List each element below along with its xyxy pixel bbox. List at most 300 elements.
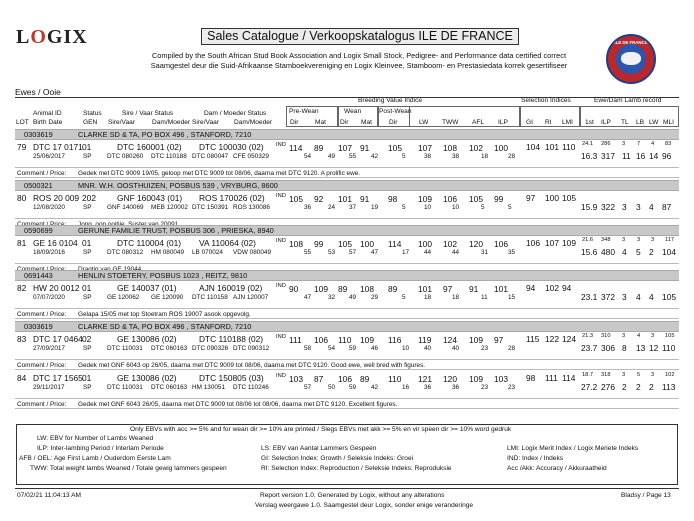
cell-dam-d: CFE 050329 — [233, 153, 269, 160]
cell-e2: 318 — [601, 372, 611, 378]
badge-text: ILE DE FRANCE — [614, 40, 648, 45]
cell-pw-dir: 90 — [289, 284, 299, 294]
cell-lot: 81 — [17, 238, 27, 248]
cell-lw: 100 — [418, 239, 432, 249]
legend-lmi: LMI: Logix Merit Index / Logix Meriete Indeks — [507, 445, 639, 452]
cell-w-mat: 108 — [360, 284, 374, 294]
cell-w-mat: 100 — [360, 239, 374, 249]
owner-number: 0691443 — [24, 271, 53, 280]
cell-sire-s: DTC 110031 — [107, 384, 143, 391]
legend-box — [16, 424, 678, 485]
cell-lmi: 105 — [562, 193, 576, 203]
col-prewean-dir: Dir — [290, 119, 299, 126]
cell-sire-d: GE 120090 — [151, 294, 184, 301]
cell-f3: 3 — [622, 292, 627, 302]
cell-dam: DTC 150805 (03) — [199, 373, 264, 383]
cell-f1: 15.6 — [581, 247, 598, 257]
cell-tww: 97 — [443, 284, 453, 294]
cell-tww-a: 10 — [452, 204, 460, 211]
cell-status: 202 — [82, 193, 96, 203]
cell-lw-a: 10 — [424, 204, 432, 211]
subtitle-afrikaans: Saamgestel deur die Suid-Afrikaanse Stamboekvereniging en Logix Kleinvee, Stamboom- en Prestasiedata korrek gesertifiseer — [150, 61, 568, 70]
cell-e1: 21.6 — [582, 237, 594, 243]
cell-e6: 117 — [665, 237, 675, 243]
owner-band — [15, 129, 679, 140]
cell-pw-dir-a: 54 — [304, 153, 312, 160]
cell-pw-mat-a: 24 — [328, 204, 336, 211]
cell-pw-dir-a: 55 — [304, 249, 312, 256]
cell-e3: 3 — [622, 372, 626, 378]
cell-f5: 12 — [649, 343, 659, 353]
cell-e1: 18.7 — [582, 372, 594, 378]
cell-id: DTC 17 0171 — [33, 142, 83, 152]
cell-tww: 124 — [443, 335, 457, 345]
ind-marker: IND — [276, 193, 286, 199]
cell-afl-a: 11 — [481, 294, 488, 301]
cell-f3: 4 — [622, 247, 627, 257]
cell-f1: 23.7 — [581, 343, 598, 353]
cell-dam-s: LB 070024 — [192, 249, 223, 256]
cell-f1: 27.2 — [581, 382, 598, 392]
cell-pw-mat: 99 — [314, 239, 324, 249]
cell-e5: 3 — [651, 333, 655, 339]
section-label: Ewes / Ooie — [15, 87, 61, 97]
cell-lmi: 94 — [562, 283, 572, 293]
cell-ilp: 103 — [494, 374, 508, 384]
cell-dam-s: DTC 110158 — [192, 294, 228, 301]
cell-post-a: 17 — [402, 249, 410, 256]
comment-label: Comment / Price: — [17, 170, 67, 177]
cell-post-a: 5 — [402, 153, 406, 160]
cell-w-dir-a: 59 — [349, 384, 357, 391]
cell-gi: 94 — [526, 283, 536, 293]
cell-e1: 24.1 — [582, 141, 594, 147]
cell-e4: 7 — [637, 141, 641, 147]
cell-dam-s: DTC 090326 — [192, 345, 229, 352]
cell-ri: 100 — [545, 193, 559, 203]
comment-label: Comment / Price: — [17, 401, 67, 408]
cell-w-dir: 110 — [338, 335, 352, 345]
cell-sire-d: MEB 120002 — [151, 204, 188, 211]
cell-f1: 15.9 — [581, 202, 598, 212]
cell-w-dir: 106 — [338, 374, 352, 384]
cell-dam: AJN 160019 (02) — [199, 283, 263, 293]
bvi-group-header: Breeding Value Indice — [358, 97, 423, 104]
cell-e1: 21.3 — [582, 333, 594, 339]
col-gi: GI — [526, 119, 533, 126]
cell-gen: SP — [83, 153, 92, 160]
col-ilp: ILP — [498, 119, 508, 126]
cell-pw-mat: 87 — [314, 374, 324, 384]
legend-acc: Acc /Akk: Accuracy / Akkuraatheid — [507, 465, 607, 472]
col-animal-id: Animal ID — [33, 110, 62, 117]
cell-pw-dir: 103 — [289, 374, 303, 384]
legend-gi: GI: Selection Index: Growth / Seleksie Indeks: Groei — [261, 455, 414, 462]
cell-id: ROS 20 009 — [33, 193, 80, 203]
cell-id: DTC 17 0464 — [33, 334, 83, 344]
cell-w-mat-a: 29 — [371, 294, 379, 301]
cell-sire: DTC 160001 (02) — [117, 142, 182, 152]
cell-pw-dir: 114 — [289, 143, 303, 153]
cell-e4: 4 — [637, 333, 641, 339]
cell-f5: 4 — [649, 292, 654, 302]
comment-text: Gedek met GNF 6043 26/05, daarna met DTC 9009 tot 08/06 tot 08/06, daarna met DTC 9120. Excellent figures. — [78, 401, 398, 408]
cell-f3: 11 — [622, 151, 631, 161]
col-wean: Wean — [344, 108, 362, 115]
cell-lw-a: 44 — [424, 249, 432, 256]
cell-f2: 322 — [601, 202, 615, 212]
cell-sire-d: DTC 060163 — [151, 384, 188, 391]
cell-afl: 105 — [469, 194, 483, 204]
cell-f2: 317 — [601, 151, 615, 161]
comment-text: Gedek met GNF 6043 op 26/05, daarna met DTC 9009 tot 08/06, daarna met DTC 9120. Good ewe, well bred with figures. — [78, 362, 426, 369]
cell-pw-mat-a: 50 — [328, 384, 336, 391]
col-postwean-dir: Dir — [389, 119, 398, 126]
col-sire-dam: Dam/Moeder — [152, 119, 191, 126]
cell-sire-d: HM 080049 — [151, 249, 185, 256]
cell-pw-mat-a: 32 — [328, 294, 336, 301]
cell-afl: 109 — [469, 335, 483, 345]
cell-lot: 82 — [17, 283, 27, 293]
cell-pw-dir: 111 — [289, 335, 302, 345]
cell-ilp-a: 35 — [508, 249, 516, 256]
sheep-icon — [621, 52, 641, 65]
col-dam-sire: Sire/Vaar — [192, 119, 219, 126]
ind-marker: IND — [276, 373, 286, 379]
footer-report-english: Report version 1.0. Generated by Logix, without any alterations — [260, 492, 445, 499]
cell-w-mat-a: 47 — [371, 249, 379, 256]
cell-post-a: 10 — [402, 345, 410, 352]
cell-f4: 16 — [636, 151, 646, 161]
cell-f5: 14 — [649, 151, 659, 161]
cell-id: HW 20 0012 — [33, 283, 80, 293]
cell-ri: 111 — [545, 373, 558, 383]
cell-gen: SP — [83, 204, 92, 211]
cell-e6: 105 — [665, 333, 675, 339]
logix-logo: LOGIX — [16, 26, 88, 48]
owner-number: 0303619 — [24, 130, 53, 139]
cell-birth: 29/11/2017 — [33, 384, 65, 391]
cell-tww-a: 18 — [452, 294, 460, 301]
cell-gi: 104 — [526, 142, 540, 152]
cell-birth: 27/09/2017 — [33, 345, 65, 352]
cell-tww-a: 40 — [452, 345, 460, 352]
cell-pw-mat-a: 54 — [328, 345, 336, 352]
cell-gen: SP — [83, 249, 92, 256]
cell-post-a: 5 — [402, 204, 406, 211]
col-sire-sire: Sire/Vaar — [108, 119, 135, 126]
cell-e6: 83 — [665, 141, 672, 147]
ile-de-france-badge — [606, 34, 656, 84]
cell-gi: 97 — [526, 193, 536, 203]
cell-f1: 23.1 — [581, 292, 598, 302]
cell-e4: 5 — [637, 372, 641, 378]
cell-lot: 80 — [17, 193, 27, 203]
ind-marker: IND — [276, 334, 286, 340]
cell-sire-s: GE 120062 — [107, 294, 140, 301]
cell-ilp: 106 — [494, 239, 508, 249]
cell-f3: 2 — [622, 382, 627, 392]
cell-ilp: 100 — [494, 143, 508, 153]
cell-w-mat: 109 — [360, 335, 374, 345]
cell-f4: 13 — [636, 343, 646, 353]
catalogue-title: Sales Catalogue / Verkoopskatalogus ILE DE FRANCE — [201, 28, 519, 45]
legend-afb: AFB / OEL: Age First Lamb / Ouderdom Eerste Lam — [19, 455, 171, 462]
cell-afl: 109 — [469, 374, 483, 384]
owner-number: 0303619 — [24, 322, 53, 331]
cell-ilp-a: 5 — [508, 204, 512, 211]
comment-row — [15, 308, 679, 319]
cell-status: 01 — [82, 142, 92, 152]
cell-ri: 122 — [545, 334, 559, 344]
cell-f6: 104 — [662, 247, 676, 257]
cell-status: 01 — [82, 283, 92, 293]
cell-ri: 102 — [545, 283, 559, 293]
cell-e3: 3 — [622, 141, 626, 147]
cell-tww: 102 — [443, 239, 457, 249]
cell-w-dir: 107 — [338, 143, 352, 153]
cell-f6: 113 — [662, 382, 676, 392]
cell-pw-mat: 92 — [314, 194, 324, 204]
cell-post: 114 — [388, 239, 402, 249]
owner-band — [15, 270, 679, 281]
cell-lmi: 124 — [562, 334, 576, 344]
cell-gen: SP — [83, 345, 92, 352]
footer-report-afrikaans: Verslag weergawe 1.0. Saamgestel deur Logix, sonder enige veranderinge — [255, 502, 474, 509]
comment-row — [15, 167, 679, 178]
col-ri: RI — [545, 119, 552, 126]
col-status: Status — [83, 110, 102, 117]
footer-page: Bladsy / Page 13 — [621, 492, 671, 499]
cell-w-mat: 91 — [360, 194, 370, 204]
cell-f4: 4 — [636, 292, 641, 302]
cell-dam: ROS 170026 (02) — [199, 193, 265, 203]
selection-group-header: Selection Indices — [521, 97, 571, 104]
cell-lw-a: 36 — [424, 384, 432, 391]
col-dam-dam: Dam/Moeder — [234, 119, 273, 126]
ewe-group-header: Ewe/Dam Lamb record — [594, 97, 662, 104]
cell-sire-s: DTC 080312 — [107, 249, 144, 256]
cell-sire-s: DTC 110031 — [107, 345, 143, 352]
legend-lw: LW: EBV for Number of Lambs Weaned — [37, 435, 154, 442]
cell-tww: 120 — [443, 374, 457, 384]
cell-f2: 276 — [601, 382, 615, 392]
cell-status: 01 — [82, 373, 92, 383]
legend-ls: LS: EBV van Aantal Lammers Gespeen — [261, 445, 377, 452]
cell-afl: 91 — [469, 284, 479, 294]
cell-dam: DTC 100030 (02) — [199, 142, 264, 152]
cell-e3: 3 — [622, 333, 626, 339]
cell-post-a: 16 — [402, 384, 410, 391]
cell-dam-s: DTC 080047 — [192, 153, 229, 160]
header-rule — [15, 97, 679, 98]
col-mli: MLI — [663, 119, 674, 126]
col-first: 1st — [585, 119, 594, 126]
ind-marker: IND — [276, 283, 286, 289]
cell-birth: 18/09/2016 — [33, 249, 65, 256]
cell-w-mat-a: 42 — [371, 153, 379, 160]
cell-w-dir-a: 37 — [349, 204, 357, 211]
cell-dam-d: ROS 130086 — [233, 204, 270, 211]
cell-pw-mat: 109 — [314, 284, 328, 294]
legend-ri: RI: Selection Index: Reproduction / Seleksie Indeks: Reproduksie — [261, 465, 452, 472]
cell-f6: 87 — [662, 202, 672, 212]
owner-band — [15, 321, 679, 332]
col-gen: GEN — [83, 119, 98, 126]
col-postwean: Post-Wean — [379, 108, 412, 115]
cell-post: 89 — [388, 284, 398, 294]
cell-ilp-a: 23 — [508, 384, 516, 391]
cell-dam-s: HM 130051 — [192, 384, 226, 391]
owner-band — [15, 180, 679, 191]
cell-tww: 108 — [443, 143, 457, 153]
cell-birth: 12/08/2020 — [33, 204, 65, 211]
cell-ilp-a: 28 — [508, 345, 516, 352]
cell-e4: 3 — [637, 237, 641, 243]
cell-pw-dir-a: 58 — [304, 345, 312, 352]
cell-w-dir: 105 — [338, 239, 352, 249]
cell-f6: 110 — [662, 343, 676, 353]
cell-f6: 96 — [662, 151, 672, 161]
cell-ri: 107 — [545, 238, 559, 248]
cell-dam: VA 110064 (02) — [199, 238, 256, 248]
cell-lmi: 109 — [562, 238, 576, 248]
cell-pw-mat-a: 53 — [328, 249, 336, 256]
cell-gi: 98 — [526, 373, 536, 383]
cell-post-a: 5 — [402, 294, 406, 301]
cell-f5: 2 — [649, 247, 654, 257]
cell-e2: 286 — [601, 141, 611, 147]
cell-sire: GE 130086 (02) — [117, 373, 177, 383]
cell-w-mat: 89 — [360, 374, 370, 384]
col-ewe-lw: LW — [649, 119, 659, 126]
owner-name: CLARKE SD & TA, PO BOX 496 , STANFORD, 7210 — [78, 130, 252, 139]
cell-sire: GNF 160043 (01) — [117, 193, 183, 203]
cell-sire: GE 130086 (02) — [117, 334, 177, 344]
cell-post: 105 — [388, 143, 402, 153]
cell-w-mat: 91 — [360, 143, 370, 153]
cell-afl-a: 23 — [481, 384, 489, 391]
cell-w-mat-a: 42 — [371, 384, 379, 391]
cell-lmi: 114 — [562, 373, 576, 383]
cell-sire: GE 140037 (01) — [117, 283, 177, 293]
col-lot: LOT — [16, 119, 29, 126]
cell-ri: 101 — [545, 142, 559, 152]
cell-birth: 07/07/2020 — [33, 294, 65, 301]
cell-e5: 3 — [651, 372, 655, 378]
cell-dam-s: DTC 150391 — [192, 204, 229, 211]
owner-name: GERUNE FAMILIE TRUST, POSBUS 306 , PRIESKA, 8940 — [78, 226, 274, 235]
col-lb: LB — [636, 119, 645, 126]
cell-w-mat-a: 46 — [371, 345, 379, 352]
cell-ilp: 97 — [494, 335, 504, 345]
cell-afl-a: 23 — [481, 345, 489, 352]
cell-sire-d: DTC 110188 — [151, 153, 187, 160]
legend-ind: IND: Index / Indeks — [507, 455, 564, 462]
cell-f2: 372 — [601, 292, 615, 302]
cell-ilp: 101 — [494, 284, 508, 294]
comment-text: Gedek met DTC 9009 19/05, geloop met DTC 9009 tot 08/06, daarna met DTC 9120. A prolific ewe. — [78, 170, 361, 177]
cell-gen: SP — [83, 384, 92, 391]
cell-birth: 25/06/2017 — [33, 153, 65, 160]
cell-dam-d: AJN 120007 — [233, 294, 269, 301]
cell-pw-mat: 106 — [314, 335, 328, 345]
cell-lw: 121 — [418, 374, 432, 384]
cell-tww-a: 38 — [452, 153, 460, 160]
owner-number: 0590699 — [24, 226, 53, 235]
owner-band — [15, 225, 679, 236]
col-prewean: Pre-Wean — [289, 108, 319, 115]
cell-tww: 106 — [443, 194, 457, 204]
cell-pw-mat-a: 49 — [328, 153, 336, 160]
comment-label: Comment / Price: — [17, 311, 67, 318]
cell-f2: 306 — [601, 343, 615, 353]
cell-w-dir-a: 49 — [349, 294, 357, 301]
cell-w-dir: 101 — [338, 194, 352, 204]
cell-id: GE 16 0104 — [33, 238, 78, 248]
cell-afl: 102 — [469, 143, 483, 153]
cell-post: 110 — [388, 374, 402, 384]
cell-post: 98 — [388, 194, 398, 204]
owner-name: HENLIN STOETERY, POSBUS 1023 , REITZ, 9810 — [78, 271, 248, 280]
cell-f5: 2 — [649, 382, 654, 392]
col-afl: AFL — [472, 119, 485, 126]
cell-afl: 120 — [469, 239, 483, 249]
cell-pw-dir: 105 — [289, 194, 303, 204]
cell-sire-d: DTC 060163 — [151, 345, 188, 352]
cell-status: 02 — [82, 334, 92, 344]
cell-pw-dir-a: 36 — [304, 204, 312, 211]
cell-f4: 5 — [636, 247, 641, 257]
cell-lw: 107 — [418, 143, 432, 153]
ind-marker: IND — [276, 142, 286, 148]
ind-marker: IND — [276, 238, 286, 244]
cell-lot: 84 — [17, 373, 27, 383]
cell-e5: 4 — [651, 141, 655, 147]
footer-rule — [15, 488, 679, 489]
cell-afl-a: 5 — [481, 204, 485, 211]
cell-w-dir: 89 — [338, 284, 348, 294]
legend-note: Only EBVs with acc >= 5% and for wean dir >= 10% are printed / Slegs EBVs met akk >= 5% en vir speen dir >= 10% word gedruk — [130, 426, 512, 433]
cell-pw-dir: 108 — [289, 239, 303, 249]
col-sire-status: Sire / Vaar Status — [122, 110, 174, 117]
cell-id: DTC 17 1565 — [33, 373, 83, 383]
cell-gi: 115 — [526, 334, 540, 344]
col-lw: LW — [419, 119, 429, 126]
cell-w-dir-a: 59 — [349, 345, 357, 352]
cell-f4: 3 — [636, 202, 641, 212]
cell-f2: 480 — [601, 247, 615, 257]
col-dam-status: Dam / Moeder Status — [204, 110, 267, 117]
cell-ilp: 99 — [494, 194, 504, 204]
cell-dam: DTC 110188 (02) — [199, 334, 264, 344]
cell-w-dir-a: 57 — [349, 249, 357, 256]
col-ewe-ilp: ILP — [601, 119, 611, 126]
cell-sire-s: DTC 080260 — [107, 153, 144, 160]
cell-f3: 3 — [622, 202, 627, 212]
cell-lot: 83 — [17, 334, 27, 344]
cell-e5: 3 — [651, 237, 655, 243]
cell-afl-a: 18 — [481, 153, 489, 160]
footer-datetime: 07/02/21 11:04:13 AM — [17, 492, 82, 499]
cell-e3: 3 — [622, 237, 626, 243]
cell-lw: 101 — [418, 284, 432, 294]
cell-w-dir-a: 55 — [349, 153, 357, 160]
col-wean-mat: Mat — [361, 119, 372, 126]
owner-name: CLARKE SD & TA, PO BOX 496 , STANFORD, 7210 — [78, 322, 252, 331]
cell-sire: DTC 110004 (01) — [117, 238, 182, 248]
cell-pw-mat: 89 — [314, 143, 324, 153]
